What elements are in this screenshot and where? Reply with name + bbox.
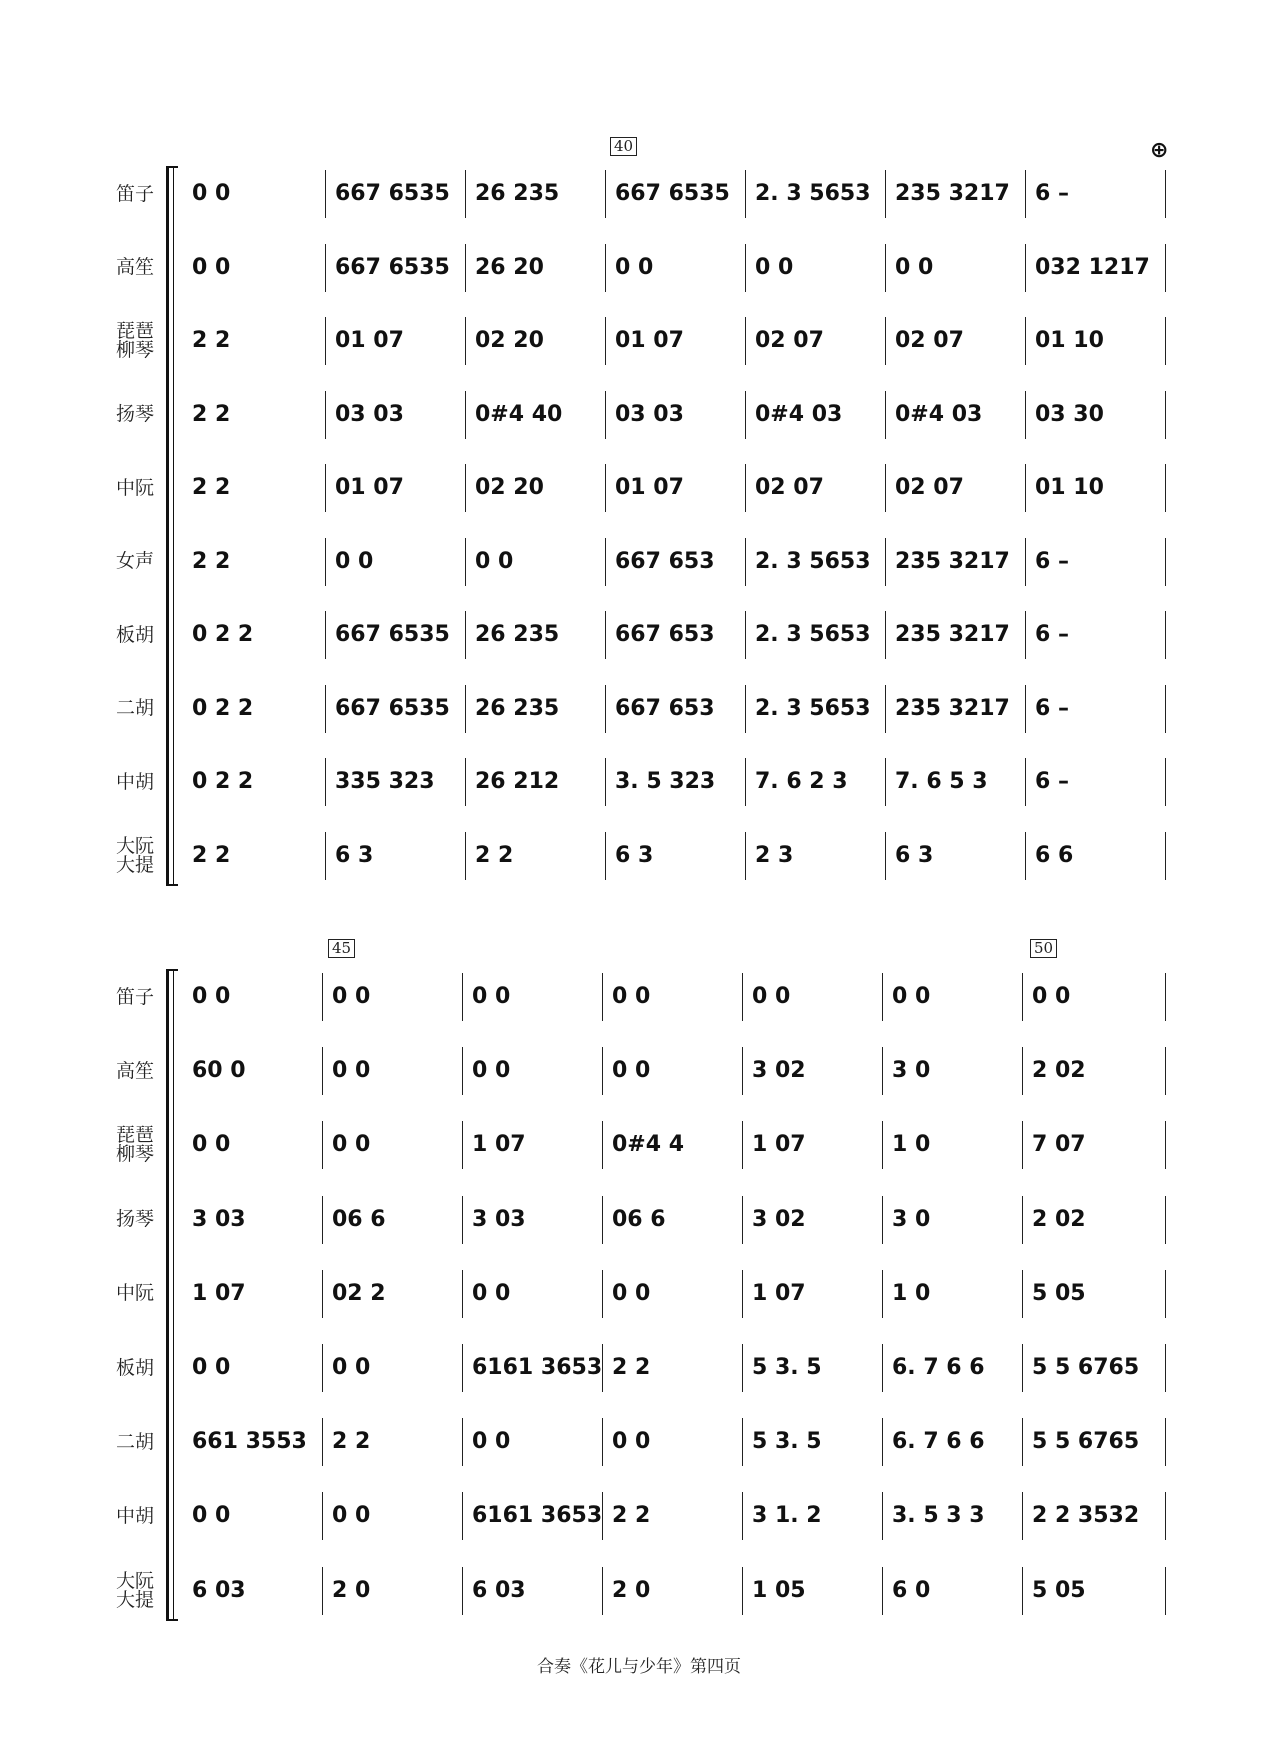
measure-cell: 60 0 [192, 1058, 246, 1084]
barline [742, 1047, 743, 1095]
measure-cell: 0 0 [192, 254, 231, 280]
barline [745, 170, 746, 218]
barline [465, 832, 466, 880]
measure-cell: 0 0 [612, 1280, 651, 1306]
measure-cell: 6161 3653 [472, 1355, 603, 1380]
measure-cell: 0 0 [332, 1058, 371, 1084]
measure-cell: 2 02 [1032, 1206, 1086, 1232]
coda-sign: ⊕ [1150, 138, 1169, 163]
barline [1022, 1344, 1023, 1392]
instrument-label: 扬琴 [115, 403, 154, 425]
measure-cell: 02 20 [475, 328, 544, 353]
barline [882, 1196, 883, 1244]
instrument-label: 板胡 [115, 1356, 154, 1379]
instrument-label: 扬琴 [115, 1208, 154, 1231]
barline [602, 1270, 603, 1318]
measure-cell: 0 0 [612, 984, 651, 1009]
measure-cell: 0 0 [895, 254, 934, 280]
measure-cell: 26 235 [475, 181, 560, 206]
rehearsal-mark: 45 [328, 939, 355, 958]
measure-cell: 5 5 6765 [1032, 1429, 1140, 1455]
measure-cell: 2. 3 5653 [755, 622, 871, 647]
measure-cell: 0 0 [892, 984, 931, 1009]
barline [602, 1418, 603, 1466]
barline [742, 1492, 743, 1540]
measure-cell: 6 03 [192, 1577, 246, 1603]
barline [462, 1270, 463, 1318]
barline [605, 464, 606, 512]
measure-cell: 0 0 [192, 1132, 231, 1158]
barline [882, 1567, 883, 1615]
barline [605, 832, 606, 880]
barline [742, 1567, 743, 1615]
barline [1165, 1047, 1166, 1095]
measure-cell: 235 3217 [895, 622, 1010, 647]
barline [465, 538, 466, 586]
barline [462, 1344, 463, 1392]
measure-cell: 6. 7 6 6 [892, 1429, 985, 1455]
measure-cell: 6 0 [892, 1577, 931, 1603]
barline [742, 1270, 743, 1318]
measure-cell: 26 20 [475, 254, 544, 280]
instrument-label: 笛子 [115, 182, 154, 205]
barline [742, 973, 743, 1021]
measure-cell: 02 20 [475, 475, 544, 500]
barline [1165, 611, 1166, 659]
barline [1022, 1418, 1023, 1466]
measure-cell: 2 2 [192, 328, 231, 353]
barline [605, 538, 606, 586]
instrument-label: 大阮 大提 [115, 834, 154, 876]
measure-cell: 6 – [1035, 622, 1069, 647]
instrument-label: 高笙 [115, 1059, 154, 1082]
measure-cell: 667 653 [615, 622, 715, 647]
measure-cell: 0 0 [192, 181, 231, 206]
measure-cell: 0 0 [192, 1355, 231, 1380]
measure-cell: 3 02 [752, 1058, 806, 1084]
measure-cell: 1 07 [752, 1132, 806, 1158]
measure-cell: 667 6535 [335, 254, 450, 280]
measure-cell: 0 0 [472, 984, 511, 1009]
barline [745, 611, 746, 659]
instrument-label: 中阮 [115, 476, 154, 499]
rehearsal-mark: 50 [1030, 939, 1057, 958]
measure-cell: 0 0 [1032, 984, 1071, 1009]
measure-cell: 0#4 40 [475, 401, 563, 427]
instrument-label: 琵琶 柳琴 [115, 1124, 154, 1166]
barline [1025, 170, 1026, 218]
barline [462, 1121, 463, 1169]
barline [605, 391, 606, 439]
barline [742, 1418, 743, 1466]
barline [325, 832, 326, 880]
rehearsal-mark: 40 [610, 137, 637, 156]
measure-cell: 02 07 [895, 475, 964, 500]
measure-cell: 3 1. 2 [752, 1503, 822, 1529]
barline [1165, 1196, 1166, 1244]
barline [1165, 1418, 1166, 1466]
barline [742, 1196, 743, 1244]
measure-cell: 01 07 [335, 328, 404, 353]
barline [602, 1492, 603, 1540]
measure-cell: 03 03 [615, 401, 684, 427]
measure-cell: 01 10 [1035, 475, 1104, 500]
measure-cell: 2 2 [612, 1503, 651, 1529]
barline [325, 391, 326, 439]
measure-cell: 2 2 [612, 1355, 651, 1380]
barline [602, 1047, 603, 1095]
barline [1165, 464, 1166, 512]
barline [745, 685, 746, 733]
measure-cell: 667 6535 [615, 181, 730, 206]
measure-cell: 2 2 [192, 401, 231, 427]
instrument-label: 二胡 [115, 697, 154, 719]
barline [1165, 317, 1166, 365]
measure-cell: 3 02 [752, 1206, 806, 1232]
barline [465, 758, 466, 806]
measure-cell: 02 07 [755, 475, 824, 500]
measure-cell: 2 2 [192, 475, 231, 500]
measure-cell: 5 3. 5 [752, 1429, 822, 1455]
measure-cell: 0 0 [192, 984, 231, 1009]
measure-cell: 3 0 [892, 1206, 931, 1232]
measure-cell: 02 07 [895, 328, 964, 353]
barline [1025, 538, 1026, 586]
barline [465, 170, 466, 218]
measure-cell: 0 0 [332, 984, 371, 1009]
measure-cell: 0 0 [475, 548, 514, 574]
barline [882, 1492, 883, 1540]
barline [745, 391, 746, 439]
barline [1022, 1047, 1023, 1095]
barline [325, 538, 326, 586]
brace-top-hook [166, 969, 178, 971]
measure-cell: 01 07 [335, 475, 404, 500]
instrument-label: 琵琶 柳琴 [115, 320, 154, 361]
instrument-label: 女声 [115, 550, 154, 572]
measure-cell: 667 653 [615, 548, 715, 574]
measure-cell: 3. 5 323 [615, 769, 716, 794]
barline [602, 1196, 603, 1244]
barline [602, 1344, 603, 1392]
barline [1165, 170, 1166, 218]
measure-cell: 3 03 [472, 1206, 526, 1232]
measure-cell: 2 02 [1032, 1058, 1086, 1084]
barline [885, 538, 886, 586]
barline [465, 391, 466, 439]
barline [1022, 1196, 1023, 1244]
measure-cell: 0 0 [612, 1429, 651, 1455]
barline [602, 973, 603, 1021]
barline [885, 758, 886, 806]
barline [325, 611, 326, 659]
measure-cell: 1 07 [472, 1132, 526, 1158]
measure-cell: 06 6 [612, 1206, 666, 1232]
system-brace [166, 166, 169, 884]
barline [322, 1492, 323, 1540]
system-brace-inner [173, 969, 174, 1619]
barline [325, 244, 326, 292]
measure-cell: 2. 3 5653 [755, 548, 871, 574]
barline [1025, 317, 1026, 365]
measure-cell: 5 5 6765 [1032, 1355, 1140, 1380]
barline [465, 464, 466, 512]
measure-cell: 2 2 [192, 548, 231, 574]
barline [462, 1567, 463, 1615]
instrument-label: 板胡 [115, 623, 154, 646]
measure-cell: 0 0 [615, 254, 654, 280]
instrument-label: 中阮 [115, 1282, 154, 1305]
barline [885, 170, 886, 218]
barline [1165, 832, 1166, 880]
measure-cell: 3. 5 3 3 [892, 1503, 985, 1529]
measure-cell: 0 0 [332, 1355, 371, 1380]
measure-cell: 0 0 [755, 254, 794, 280]
barline [605, 758, 606, 806]
measure-cell: 0#4 03 [895, 401, 983, 427]
barline [605, 685, 606, 733]
measure-cell: 667 6535 [335, 181, 450, 206]
measure-cell: 7 07 [1032, 1132, 1086, 1158]
measure-cell: 0 0 [332, 1132, 371, 1158]
measure-cell: 6 – [1035, 548, 1069, 574]
barline [745, 832, 746, 880]
barline [465, 611, 466, 659]
measure-cell: 2. 3 5653 [755, 181, 871, 206]
measure-cell: 6 3 [615, 842, 654, 868]
measure-cell: 0 0 [472, 1280, 511, 1306]
barline [745, 317, 746, 365]
barline [742, 1344, 743, 1392]
barline [465, 685, 466, 733]
measure-cell: 032 1217 [1035, 254, 1150, 280]
barline [1165, 1492, 1166, 1540]
measure-cell: 6 3 [895, 842, 934, 868]
barline [322, 973, 323, 1021]
measure-cell: 6 – [1035, 695, 1069, 721]
barline [745, 538, 746, 586]
measure-cell: 667 6535 [335, 695, 450, 721]
barline [882, 1270, 883, 1318]
barline [1165, 244, 1166, 292]
barline [885, 244, 886, 292]
measure-cell: 1 0 [892, 1132, 931, 1158]
barline [1165, 1344, 1166, 1392]
measure-cell: 26 235 [475, 695, 560, 721]
measure-cell: 2 0 [332, 1577, 371, 1603]
instrument-label: 大阮 大提 [115, 1569, 154, 1611]
barline [325, 170, 326, 218]
barline [1165, 973, 1166, 1021]
barline [885, 611, 886, 659]
barline [885, 391, 886, 439]
barline [462, 973, 463, 1021]
barline [885, 464, 886, 512]
measure-cell: 667 653 [615, 695, 715, 721]
barline [602, 1121, 603, 1169]
barline [465, 244, 466, 292]
measure-cell: 7. 6 2 3 [755, 769, 848, 794]
instrument-label: 笛子 [115, 985, 154, 1008]
measure-cell: 2 2 3532 [1032, 1503, 1140, 1529]
barline [1025, 611, 1026, 659]
barline [1165, 685, 1166, 733]
barline [1025, 244, 1026, 292]
barline [742, 1121, 743, 1169]
instrument-label: 中胡 [115, 770, 154, 793]
barline [325, 317, 326, 365]
measure-cell: 667 6535 [335, 622, 450, 647]
barline [1022, 1270, 1023, 1318]
measure-cell: 0 0 [752, 984, 791, 1009]
barline [885, 832, 886, 880]
measure-cell: 26 235 [475, 622, 560, 647]
instrument-label: 中胡 [115, 1504, 154, 1527]
measure-cell: 2 2 [192, 842, 231, 868]
barline [882, 1418, 883, 1466]
measure-cell: 0 0 [335, 548, 374, 574]
measure-cell: 26 212 [475, 769, 560, 794]
barline [882, 973, 883, 1021]
measure-cell: 01 10 [1035, 328, 1104, 353]
barline [462, 1418, 463, 1466]
barline [1025, 464, 1026, 512]
barline [325, 758, 326, 806]
barline [325, 464, 326, 512]
barline [322, 1196, 323, 1244]
measure-cell: 03 03 [335, 401, 404, 427]
barline [1165, 758, 1166, 806]
barline [465, 317, 466, 365]
barline [1025, 391, 1026, 439]
barline [322, 1047, 323, 1095]
barline [882, 1047, 883, 1095]
measure-cell: 1 07 [192, 1280, 246, 1306]
brace-top-hook [166, 166, 178, 168]
barline [322, 1567, 323, 1615]
measure-cell: 02 07 [755, 328, 824, 353]
measure-cell: 1 07 [752, 1280, 806, 1306]
measure-cell: 0#4 4 [612, 1132, 685, 1158]
barline [325, 685, 326, 733]
barline [1022, 1492, 1023, 1540]
measure-cell: 3 03 [192, 1206, 246, 1232]
barline [322, 1344, 323, 1392]
measure-cell: 1 0 [892, 1280, 931, 1306]
barline [322, 1418, 323, 1466]
measure-cell: 2 3 [755, 842, 794, 868]
measure-cell: 335 323 [335, 769, 435, 794]
instrument-label: 二胡 [115, 1430, 154, 1453]
barline [462, 1492, 463, 1540]
barline [745, 464, 746, 512]
measure-cell: 01 07 [615, 475, 684, 500]
barline [1165, 1567, 1166, 1615]
barline [1022, 1121, 1023, 1169]
measure-cell: 03 30 [1035, 401, 1104, 427]
brace-bottom-hook [166, 1619, 178, 1621]
measure-cell: 0 0 [332, 1503, 371, 1529]
barline [605, 317, 606, 365]
measure-cell: 0 0 [612, 1058, 651, 1084]
barline [1025, 832, 1026, 880]
barline [322, 1270, 323, 1318]
brace-bottom-hook [166, 884, 178, 886]
barline [1165, 1121, 1166, 1169]
barline [745, 244, 746, 292]
measure-cell: 6 03 [472, 1577, 526, 1603]
measure-cell: 0 0 [192, 1503, 231, 1529]
measure-cell: 235 3217 [895, 548, 1010, 574]
measure-cell: 0#4 03 [755, 401, 843, 427]
barline [605, 611, 606, 659]
measure-cell: 2. 3 5653 [755, 695, 871, 721]
measure-cell: 3 0 [892, 1058, 931, 1084]
measure-cell: 2 2 [475, 842, 514, 868]
measure-cell: 6 – [1035, 181, 1069, 206]
barline [885, 685, 886, 733]
barline [605, 244, 606, 292]
measure-cell: 1 05 [752, 1577, 806, 1603]
measure-cell: 0 0 [472, 1429, 511, 1455]
measure-cell: 06 6 [332, 1206, 386, 1232]
barline [605, 170, 606, 218]
barline [462, 1196, 463, 1244]
system-brace [166, 969, 169, 1619]
barline [1022, 973, 1023, 1021]
measure-cell: 6 3 [335, 842, 374, 868]
measure-cell: 0 0 [472, 1058, 511, 1084]
barline [882, 1344, 883, 1392]
barline [602, 1567, 603, 1615]
measure-cell: 7. 6 5 3 [895, 769, 988, 794]
measure-cell: 2 2 [332, 1429, 371, 1455]
measure-cell: 02 2 [332, 1280, 386, 1306]
measure-cell: 5 3. 5 [752, 1355, 822, 1380]
barline [882, 1121, 883, 1169]
barline [1025, 758, 1026, 806]
system-brace-inner [173, 166, 174, 884]
barline [1165, 391, 1166, 439]
measure-cell: 6 6 [1035, 842, 1074, 868]
barline [1022, 1567, 1023, 1615]
barline [885, 317, 886, 365]
barline [1165, 1270, 1166, 1318]
page-footer: 合奏《花儿与少年》第四页 [537, 1657, 741, 1677]
measure-cell: 0 2 2 [192, 769, 254, 794]
measure-cell: 661 3553 [192, 1429, 307, 1455]
instrument-label: 高笙 [115, 256, 154, 278]
measure-cell: 235 3217 [895, 181, 1010, 206]
measure-cell: 5 05 [1032, 1577, 1086, 1603]
measure-cell: 01 07 [615, 328, 684, 353]
measure-cell: 6 – [1035, 769, 1069, 794]
measure-cell: 0 2 2 [192, 622, 254, 647]
measure-cell: 0 2 2 [192, 695, 254, 721]
measure-cell: 235 3217 [895, 695, 1010, 721]
measure-cell: 6. 7 6 6 [892, 1355, 985, 1380]
measure-cell: 2 0 [612, 1577, 651, 1603]
measure-cell: 6161 3653 [472, 1503, 603, 1529]
barline [1165, 538, 1166, 586]
measure-cell: 5 05 [1032, 1280, 1086, 1306]
barline [322, 1121, 323, 1169]
barline [462, 1047, 463, 1095]
barline [1025, 685, 1026, 733]
barline [745, 758, 746, 806]
